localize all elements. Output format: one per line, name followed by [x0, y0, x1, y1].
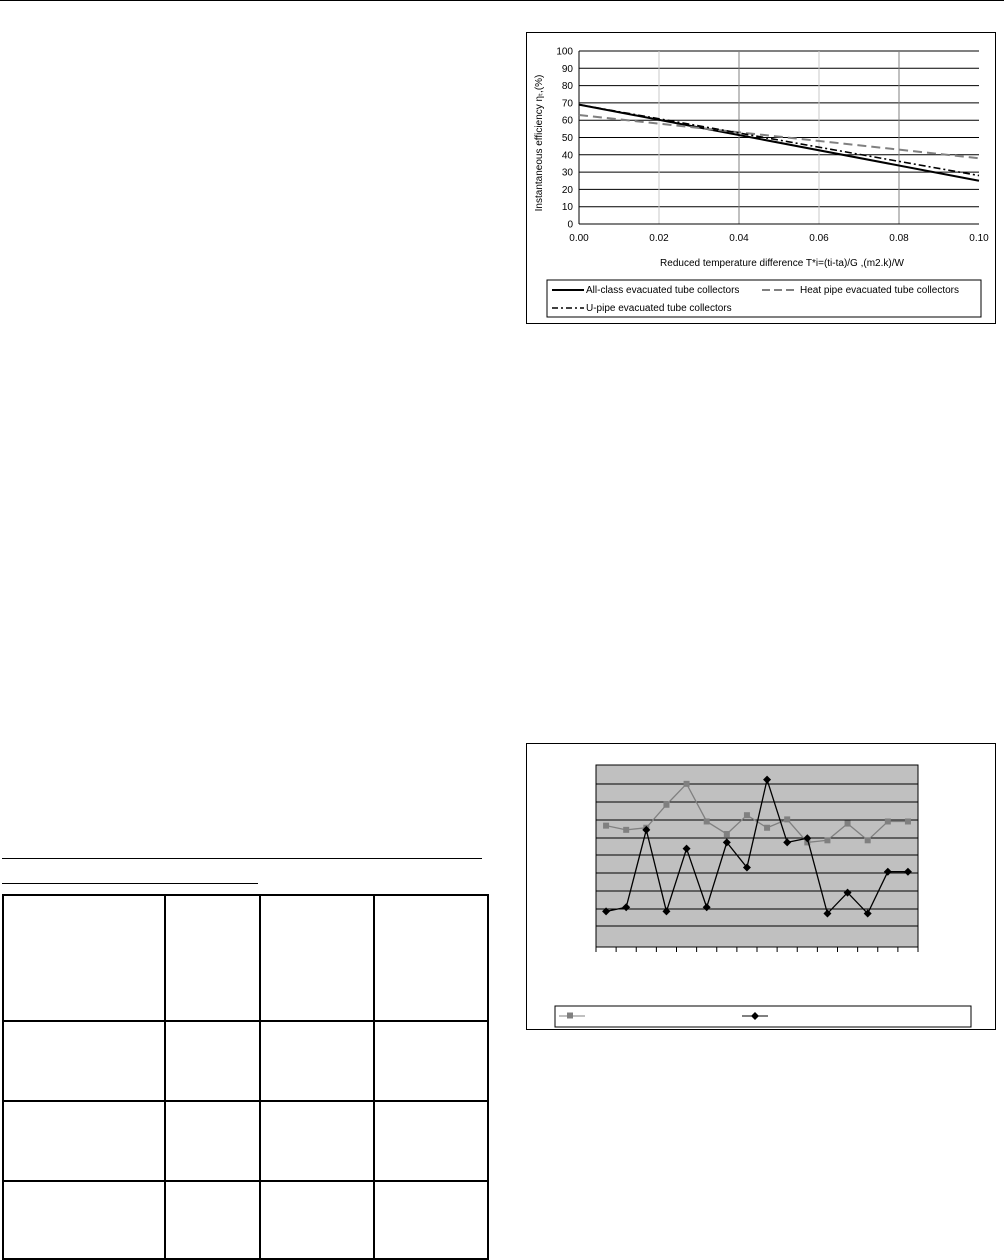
table-cell: [260, 1181, 374, 1259]
comparison-chart: [526, 743, 996, 1030]
table-caption-rule: [2, 858, 482, 859]
x-tick-label: 0.10: [969, 233, 989, 244]
y-tick-label: 40: [561, 150, 573, 162]
table-row: [3, 1181, 488, 1259]
y-tick-label: 30: [561, 167, 573, 179]
x-tick-label: 0.04: [729, 233, 749, 244]
y-tick-label: 0: [567, 219, 573, 231]
table-cell: [374, 1181, 488, 1259]
data-point-square: [824, 837, 830, 843]
table-cell: [3, 895, 165, 1021]
legend-label-all-class: All-class evacuated tube collectors: [586, 285, 740, 296]
data-point-square: [764, 825, 770, 831]
table-cell: [260, 895, 374, 1021]
data-point-square: [603, 823, 609, 829]
x-tick-label: 0.02: [649, 233, 669, 244]
y-tick-label: 100: [556, 46, 573, 58]
data-point-square: [663, 802, 669, 808]
y-tick-label: 10: [561, 202, 573, 214]
data-point-square: [905, 818, 911, 824]
data-point-square: [845, 821, 851, 827]
y-tick-label: 20: [561, 184, 573, 196]
y-tick-label: 60: [561, 115, 573, 127]
y-tick-label: 70: [561, 98, 573, 110]
table-row: [3, 895, 488, 1021]
page-top-rule: [0, 0, 1004, 1]
y-axis-label: Instantaneous efficiency ηₜ,(%): [534, 74, 545, 212]
table-cell: [165, 1181, 260, 1259]
table-caption-rule-short: [2, 883, 258, 884]
table-cell: [260, 1101, 374, 1181]
legend-marker-square: [567, 1013, 573, 1019]
series-line-2: [579, 105, 979, 176]
legend-label-heat-pipe: Heat pipe evacuated tube collectors: [800, 285, 959, 296]
data-table: [2, 894, 489, 1260]
x-axis-label: Reduced temperature difference T*i=(ti-ta)/G ,(m2.k)/W: [660, 258, 904, 269]
legend: [555, 1006, 971, 1027]
y-tick-label: 80: [561, 81, 573, 93]
data-point-square: [623, 827, 629, 833]
y-tick-label: 90: [561, 63, 573, 75]
legend: [547, 280, 981, 317]
series-line-1: [579, 115, 979, 158]
table-cell: [3, 1101, 165, 1181]
table-cell: [260, 1021, 374, 1101]
legend-label-u-pipe: U-pipe evacuated tube collectors: [586, 303, 732, 314]
table-cell: [374, 1101, 488, 1181]
table-cell: [3, 1181, 165, 1259]
x-tick-label: 0.00: [569, 233, 589, 244]
table-row: [3, 1021, 488, 1101]
table-cell: [165, 1101, 260, 1181]
table-cell: [374, 895, 488, 1021]
table-cell: [165, 1021, 260, 1101]
table-row: [3, 1101, 488, 1181]
data-point-square: [704, 818, 710, 824]
plot-area: [596, 765, 918, 947]
x-tick-label: 0.08: [889, 233, 909, 244]
table-cell: [374, 1021, 488, 1101]
y-tick-label: 50: [561, 133, 573, 144]
x-tick-label: 0.06: [809, 233, 829, 244]
comparison-chart-svg: [527, 744, 995, 1029]
efficiency-chart: [526, 32, 996, 324]
data-point-square: [885, 818, 891, 824]
data-point-square: [865, 837, 871, 843]
data-point-square: [744, 812, 750, 818]
data-point-square: [724, 831, 730, 837]
efficiency-chart-svg: [527, 33, 995, 323]
table-cell: [165, 895, 260, 1021]
table-cell: [3, 1021, 165, 1101]
data-point-square: [684, 781, 690, 787]
data-point-square: [784, 816, 790, 822]
